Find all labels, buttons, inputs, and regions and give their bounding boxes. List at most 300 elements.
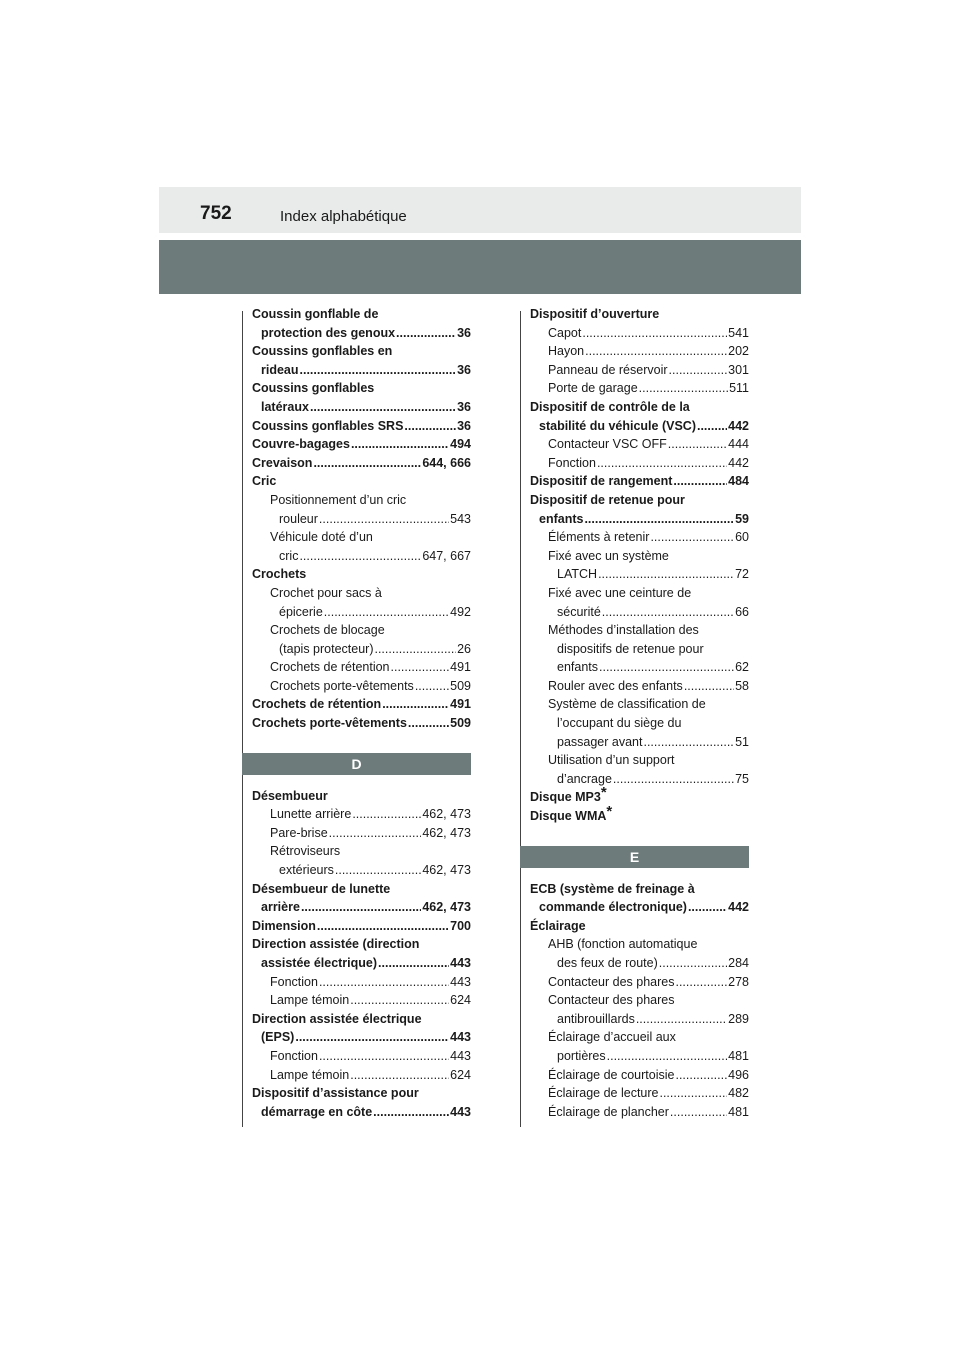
entry-text: Véhicule doté d’un bbox=[270, 530, 373, 545]
index-entry-line bbox=[252, 677, 471, 696]
index-entry bbox=[530, 584, 749, 621]
entry-text: Dimension bbox=[252, 918, 316, 933]
index-entry-line bbox=[530, 361, 749, 380]
page-ref: 289 bbox=[728, 1011, 749, 1026]
page-ref: 481 bbox=[728, 1048, 749, 1063]
index-entry-line bbox=[252, 361, 471, 380]
leader-dots bbox=[319, 1047, 449, 1066]
leader-dots bbox=[668, 435, 727, 454]
index-entry bbox=[252, 528, 471, 565]
index-entry-line bbox=[252, 917, 471, 936]
index-entry-line bbox=[252, 805, 471, 824]
leader-dots bbox=[324, 603, 449, 622]
page-ref: 75 bbox=[735, 771, 749, 786]
index-entry bbox=[252, 417, 471, 436]
index-entry bbox=[530, 528, 749, 547]
entry-text: stabilité du véhicule (VSC) bbox=[539, 418, 696, 433]
entry-text: Porte de garage bbox=[548, 381, 638, 396]
index-entry bbox=[252, 305, 471, 342]
index-entry-line bbox=[530, 1010, 749, 1029]
index-entry bbox=[530, 751, 749, 788]
leader-dots bbox=[373, 1103, 449, 1122]
entry-text: portières bbox=[557, 1048, 606, 1063]
entry-text: Lunette arrière bbox=[270, 807, 352, 822]
header-dark-band bbox=[159, 240, 801, 294]
page-ref: 462, 473 bbox=[422, 807, 471, 822]
entry-text: Fonction bbox=[548, 455, 596, 470]
index-entry bbox=[530, 547, 749, 584]
index-entry bbox=[252, 658, 471, 677]
entry-text: épicerie bbox=[279, 604, 323, 619]
index-entry bbox=[530, 973, 749, 992]
leader-dots bbox=[335, 861, 421, 880]
entry-text: Crochets porte-vêtements bbox=[270, 678, 414, 693]
index-entry bbox=[530, 472, 749, 491]
leader-dots bbox=[585, 342, 727, 361]
entry-text: Direction assistée électrique bbox=[252, 1011, 422, 1026]
entry-text: (EPS) bbox=[261, 1030, 295, 1045]
entry-text: Lampe témoin bbox=[270, 1067, 350, 1082]
page-ref: 491 bbox=[450, 697, 471, 712]
entry-heading bbox=[530, 803, 749, 826]
entry-text: des feux de route) bbox=[557, 956, 658, 970]
leader-dots bbox=[697, 417, 727, 436]
entry-text: enfants bbox=[539, 511, 584, 526]
entry-text: rouleur bbox=[279, 511, 318, 526]
index-entry-line bbox=[252, 547, 471, 566]
leader-dots bbox=[599, 658, 734, 677]
index-entry bbox=[252, 1066, 471, 1085]
entry-text: Coussins gonflables en bbox=[252, 344, 393, 359]
leader-dots bbox=[374, 640, 456, 659]
leader-dots bbox=[602, 603, 734, 622]
index-entry-line bbox=[530, 1047, 749, 1066]
entry-heading: Cric bbox=[252, 474, 277, 489]
entry-text: Système de classification de bbox=[548, 697, 706, 712]
entry-text: Éclairage de plancher bbox=[548, 1104, 669, 1119]
index-entry bbox=[530, 1084, 749, 1103]
index-entry-line bbox=[252, 861, 471, 880]
index-entry bbox=[252, 917, 471, 936]
index-entry bbox=[252, 342, 471, 379]
index-entry bbox=[252, 1047, 471, 1066]
index-entry-line bbox=[530, 510, 749, 529]
page-ref: 443 bbox=[450, 1030, 471, 1045]
entry-text: Éclairage de courtoisie bbox=[548, 1067, 675, 1082]
column-rule-left bbox=[242, 311, 243, 1127]
index-entry-line bbox=[530, 565, 749, 584]
entry-text: extérieurs bbox=[279, 863, 334, 878]
page-ref: 644, 666 bbox=[422, 455, 471, 470]
leader-dots bbox=[688, 898, 727, 917]
index-entry bbox=[252, 973, 471, 992]
page-ref: 624 bbox=[450, 1067, 471, 1082]
index-entry-line bbox=[530, 677, 749, 696]
entry-text: rideau bbox=[261, 362, 299, 377]
page-ref: 442 bbox=[728, 455, 749, 470]
leader-dots bbox=[382, 695, 449, 714]
page-ref: 482 bbox=[728, 1086, 749, 1101]
page-ref: 444 bbox=[728, 437, 749, 452]
index-entry bbox=[252, 1010, 471, 1047]
index-entry-line bbox=[252, 991, 471, 1010]
index-entry bbox=[252, 472, 471, 491]
letter-section-header: D bbox=[242, 753, 471, 775]
leader-dots bbox=[670, 1103, 727, 1122]
page-ref: 647, 667 bbox=[422, 548, 471, 563]
index-entry-line bbox=[252, 324, 471, 343]
page-ref: 301 bbox=[728, 362, 749, 377]
entry-text: Contacteur des phares bbox=[548, 993, 675, 1008]
leader-dots bbox=[643, 733, 734, 752]
page-ref: 60 bbox=[735, 530, 749, 545]
entry-heading: Éclairage bbox=[530, 918, 586, 933]
leader-dots bbox=[408, 714, 449, 733]
page-ref: 491 bbox=[450, 660, 471, 675]
index-entry-line bbox=[252, 898, 471, 917]
entry-text: Contacteur VSC OFF bbox=[548, 437, 667, 452]
index-entry-line bbox=[252, 398, 471, 417]
page-ref: 202 bbox=[728, 344, 749, 359]
index-entry bbox=[530, 379, 749, 398]
entry-heading: Désembueur bbox=[252, 788, 328, 803]
index-entry-line bbox=[530, 973, 749, 992]
leader-dots bbox=[299, 547, 421, 566]
column-rule-right bbox=[520, 311, 521, 1127]
entry-text: assistée électrique) bbox=[261, 956, 378, 970]
index-entry-line bbox=[252, 824, 471, 843]
leader-dots bbox=[378, 954, 449, 973]
page-ref: 66 bbox=[735, 604, 749, 619]
entry-text: Crevaison bbox=[252, 455, 313, 470]
index-entry bbox=[530, 803, 749, 826]
index-entry-line bbox=[530, 658, 749, 677]
leader-dots bbox=[300, 361, 457, 380]
leader-dots bbox=[584, 510, 734, 529]
leader-dots bbox=[613, 770, 734, 789]
index-entry bbox=[252, 454, 471, 473]
page-ref: 443 bbox=[450, 1048, 471, 1063]
entry-text: Coussins gonflables bbox=[252, 381, 375, 396]
index-entry bbox=[530, 695, 749, 751]
entry-text: enfants bbox=[557, 660, 599, 675]
index-entry bbox=[530, 342, 749, 361]
asterisk-mark: * bbox=[606, 803, 613, 821]
index-entry bbox=[530, 361, 749, 380]
leader-dots bbox=[396, 324, 456, 343]
index-entry-line bbox=[530, 417, 749, 436]
leader-dots bbox=[313, 454, 421, 473]
entry-text: AHB (fonction automatique bbox=[548, 937, 698, 952]
index-entry bbox=[530, 917, 749, 936]
index-entry-line bbox=[252, 658, 471, 677]
index-entry bbox=[252, 491, 471, 528]
index-entry-line bbox=[530, 954, 749, 973]
index-entry bbox=[252, 379, 471, 416]
index-entry-line bbox=[530, 1103, 749, 1122]
entry-text: arrière bbox=[261, 900, 300, 915]
index-entry-line bbox=[530, 342, 749, 361]
page-ref: 36 bbox=[457, 325, 471, 340]
page-ref: 462, 473 bbox=[422, 825, 471, 840]
entry-text: Positionnement d’un cric bbox=[270, 492, 407, 507]
index-entry-line bbox=[530, 898, 749, 917]
entry-text: ECB (système de freinage à bbox=[530, 881, 695, 896]
entry-text: Éclairage d’accueil aux bbox=[548, 1030, 676, 1045]
leader-dots bbox=[675, 973, 727, 992]
index-entry bbox=[252, 842, 471, 879]
index-entry bbox=[252, 584, 471, 621]
leader-dots bbox=[391, 658, 450, 677]
entry-text: Couvre-bagages bbox=[252, 437, 350, 452]
page-ref: 494 bbox=[450, 437, 471, 452]
page-ref: 284 bbox=[728, 956, 749, 970]
page-ref: 462, 473 bbox=[422, 900, 471, 915]
index-entry-line bbox=[252, 954, 471, 973]
index-column-2 bbox=[530, 305, 749, 1121]
index-entry-line bbox=[530, 770, 749, 789]
index-entry bbox=[530, 305, 749, 324]
index-entry-line bbox=[252, 417, 471, 436]
index-entry bbox=[252, 435, 471, 454]
leader-dots bbox=[310, 398, 456, 417]
page-ref: 543 bbox=[450, 511, 471, 526]
index-column-1 bbox=[252, 305, 471, 1121]
index-entry bbox=[252, 695, 471, 714]
page-ref: 624 bbox=[450, 993, 471, 1008]
leader-dots bbox=[650, 528, 734, 547]
index-entry-line bbox=[530, 472, 749, 491]
index-entry bbox=[530, 491, 749, 528]
page-ref: 36 bbox=[457, 418, 471, 433]
index-entry bbox=[252, 787, 471, 806]
entry-text: cric bbox=[279, 548, 299, 563]
entry-text: Crochets de rétention bbox=[252, 697, 382, 712]
index-entry-line bbox=[530, 733, 749, 752]
leader-dots bbox=[352, 805, 421, 824]
index-entry bbox=[252, 714, 471, 733]
entry-text: Dispositif de contrôle de la bbox=[530, 399, 690, 414]
page-ref: 36 bbox=[457, 362, 471, 377]
entry-text: Coussin gonflable de bbox=[252, 307, 379, 321]
entry-text: démarrage en côte bbox=[261, 1104, 373, 1119]
entry-text: sécurité bbox=[557, 604, 601, 619]
entry-text: Capot bbox=[548, 325, 582, 340]
index-entry-line bbox=[530, 435, 749, 454]
leader-dots bbox=[350, 991, 449, 1010]
index-entry-line bbox=[530, 1084, 749, 1103]
index-entry bbox=[252, 805, 471, 824]
page-ref: 443 bbox=[450, 1104, 471, 1119]
leader-dots bbox=[301, 898, 421, 917]
entry-heading bbox=[530, 784, 749, 807]
entry-text: Fonction bbox=[270, 974, 318, 989]
index-entry bbox=[252, 1084, 471, 1121]
page-number: 752 bbox=[200, 203, 232, 224]
index-entry bbox=[252, 565, 471, 584]
entry-heading: Crochets bbox=[252, 567, 307, 582]
header-band bbox=[159, 187, 801, 233]
entry-text: Utilisation d’un support bbox=[548, 753, 675, 768]
leader-dots bbox=[350, 1066, 449, 1085]
index-entry bbox=[530, 784, 749, 807]
index-entry-line bbox=[530, 454, 749, 473]
entry-text: Fonction bbox=[270, 1048, 318, 1063]
page-ref: 442 bbox=[728, 418, 749, 433]
entry-text: commande électronique) bbox=[539, 900, 687, 915]
entry-text: Dispositif de rangement bbox=[530, 474, 673, 489]
index-entry bbox=[530, 454, 749, 473]
entry-text: Fixé avec un système bbox=[548, 548, 669, 563]
index-entry-line bbox=[252, 1047, 471, 1066]
entry-text: Pare-brise bbox=[270, 825, 328, 840]
entry-text: Éléments à retenir bbox=[548, 530, 650, 545]
index-entry bbox=[530, 1103, 749, 1122]
page-ref: 443 bbox=[450, 956, 471, 970]
page-ref: 26 bbox=[457, 641, 471, 656]
page-ref: 484 bbox=[728, 474, 749, 489]
leader-dots bbox=[684, 677, 734, 696]
index-entry-line bbox=[252, 640, 471, 659]
entry-text: Fixé avec une ceinture de bbox=[548, 585, 692, 600]
page-ref: 62 bbox=[735, 660, 749, 675]
entry-text: protection des genoux bbox=[261, 325, 396, 340]
leader-dots bbox=[659, 1084, 727, 1103]
entry-text: latéraux bbox=[261, 399, 309, 414]
entry-text: Désembueur de lunette bbox=[252, 881, 391, 896]
index-entry bbox=[252, 824, 471, 843]
entry-text: antibrouillards bbox=[557, 1011, 635, 1026]
page-ref: 511 bbox=[729, 381, 749, 396]
index-entry bbox=[530, 621, 749, 677]
page-ref: 51 bbox=[735, 734, 749, 749]
entry-text: LATCH bbox=[557, 567, 598, 582]
index-entry-line bbox=[252, 1028, 471, 1047]
entry-text: dispositifs de retenue pour bbox=[557, 641, 704, 656]
leader-dots bbox=[675, 1066, 727, 1085]
page-ref: 541 bbox=[728, 325, 749, 340]
page-ref: 481 bbox=[728, 1104, 749, 1119]
leader-dots bbox=[659, 954, 727, 973]
index-entry-line bbox=[252, 510, 471, 529]
page-ref: 509 bbox=[450, 716, 471, 731]
leader-dots bbox=[319, 973, 449, 992]
entry-text: Éclairage de lecture bbox=[548, 1086, 659, 1101]
index-entry bbox=[530, 1028, 749, 1065]
letter-section-header: E bbox=[520, 846, 749, 868]
index-entry-line bbox=[252, 1066, 471, 1085]
leader-dots bbox=[295, 1028, 449, 1047]
index-entry-line bbox=[530, 603, 749, 622]
entry-text: Crochets porte-vêtements bbox=[252, 716, 407, 731]
leader-dots bbox=[582, 324, 727, 343]
page-ref: 59 bbox=[735, 511, 749, 526]
entry-text: Contacteur des phares bbox=[548, 974, 675, 989]
index-entry bbox=[530, 991, 749, 1028]
index-entry-line bbox=[252, 454, 471, 473]
index-entry-line bbox=[252, 973, 471, 992]
leader-dots bbox=[351, 435, 449, 454]
index-entry bbox=[530, 880, 749, 917]
entry-text: Crochet pour sacs à bbox=[270, 585, 382, 600]
index-entry bbox=[530, 435, 749, 454]
index-entry bbox=[252, 677, 471, 696]
index-entry-line bbox=[530, 324, 749, 343]
page-title: Index alphabétique bbox=[280, 208, 407, 225]
entry-text: Rouler avec des enfants bbox=[548, 678, 683, 693]
index-entry bbox=[530, 935, 749, 972]
entry-text: l’occupant du siège du bbox=[557, 716, 682, 731]
entry-text: Coussins gonflables SRS bbox=[252, 418, 404, 433]
entry-text: Direction assistée (direction bbox=[252, 937, 420, 952]
entry-heading: Dispositif d’ouverture bbox=[530, 307, 660, 321]
index-entry bbox=[530, 398, 749, 435]
index-entry-line bbox=[530, 1066, 749, 1085]
entry-text: d’ancrage bbox=[557, 771, 612, 786]
entry-text: Dispositif de retenue pour bbox=[530, 492, 685, 507]
leader-dots bbox=[415, 677, 449, 696]
entry-text: passager avant bbox=[557, 734, 643, 749]
index-entry bbox=[530, 324, 749, 343]
leader-dots bbox=[669, 361, 728, 380]
entry-text: Crochets de blocage bbox=[270, 623, 385, 638]
index-entry bbox=[252, 621, 471, 658]
index-entry bbox=[252, 991, 471, 1010]
page-ref: 58 bbox=[735, 678, 749, 693]
page-ref: 36 bbox=[457, 399, 471, 414]
page-ref: 496 bbox=[728, 1067, 749, 1082]
index-entry-line bbox=[530, 528, 749, 547]
entry-text: Crochets de rétention bbox=[270, 660, 390, 675]
page-ref: 278 bbox=[728, 974, 749, 989]
entry-text: Dispositif d’assistance pour bbox=[252, 1086, 419, 1101]
index-entry-line bbox=[252, 435, 471, 454]
page-ref: 72 bbox=[735, 567, 749, 582]
entry-text: Disque WMA bbox=[530, 809, 607, 824]
index-entry bbox=[252, 880, 471, 917]
page-ref: 509 bbox=[450, 678, 471, 693]
leader-dots bbox=[319, 510, 449, 529]
index-entry bbox=[530, 1066, 749, 1085]
page-ref: 700 bbox=[450, 918, 471, 933]
leader-dots bbox=[329, 824, 422, 843]
leader-dots bbox=[404, 417, 456, 436]
entry-text: (tapis protecteur) bbox=[279, 641, 374, 656]
asterisk-mark: * bbox=[600, 784, 607, 802]
entry-text: Méthodes d’installation des bbox=[548, 623, 699, 638]
page-ref: 462, 473 bbox=[422, 863, 471, 878]
page-ref: 492 bbox=[450, 604, 471, 619]
entry-text: Lampe témoin bbox=[270, 993, 350, 1008]
index-entry-line bbox=[252, 603, 471, 622]
page-ref: 443 bbox=[450, 974, 471, 989]
leader-dots bbox=[639, 379, 728, 398]
entry-text: Rétroviseurs bbox=[270, 844, 341, 859]
leader-dots bbox=[317, 917, 449, 936]
index-entry bbox=[530, 677, 749, 696]
leader-dots bbox=[636, 1010, 727, 1029]
index-entry-line bbox=[252, 714, 471, 733]
page-ref: 442 bbox=[728, 900, 749, 915]
leader-dots bbox=[597, 454, 727, 473]
leader-dots bbox=[598, 565, 734, 584]
entry-text: Disque MP3 bbox=[530, 790, 601, 805]
entry-text: Panneau de réservoir bbox=[548, 362, 668, 377]
index-entry bbox=[252, 935, 471, 972]
leader-dots bbox=[607, 1047, 728, 1066]
index-entry-line bbox=[252, 1103, 471, 1122]
index-entry-line bbox=[252, 695, 471, 714]
